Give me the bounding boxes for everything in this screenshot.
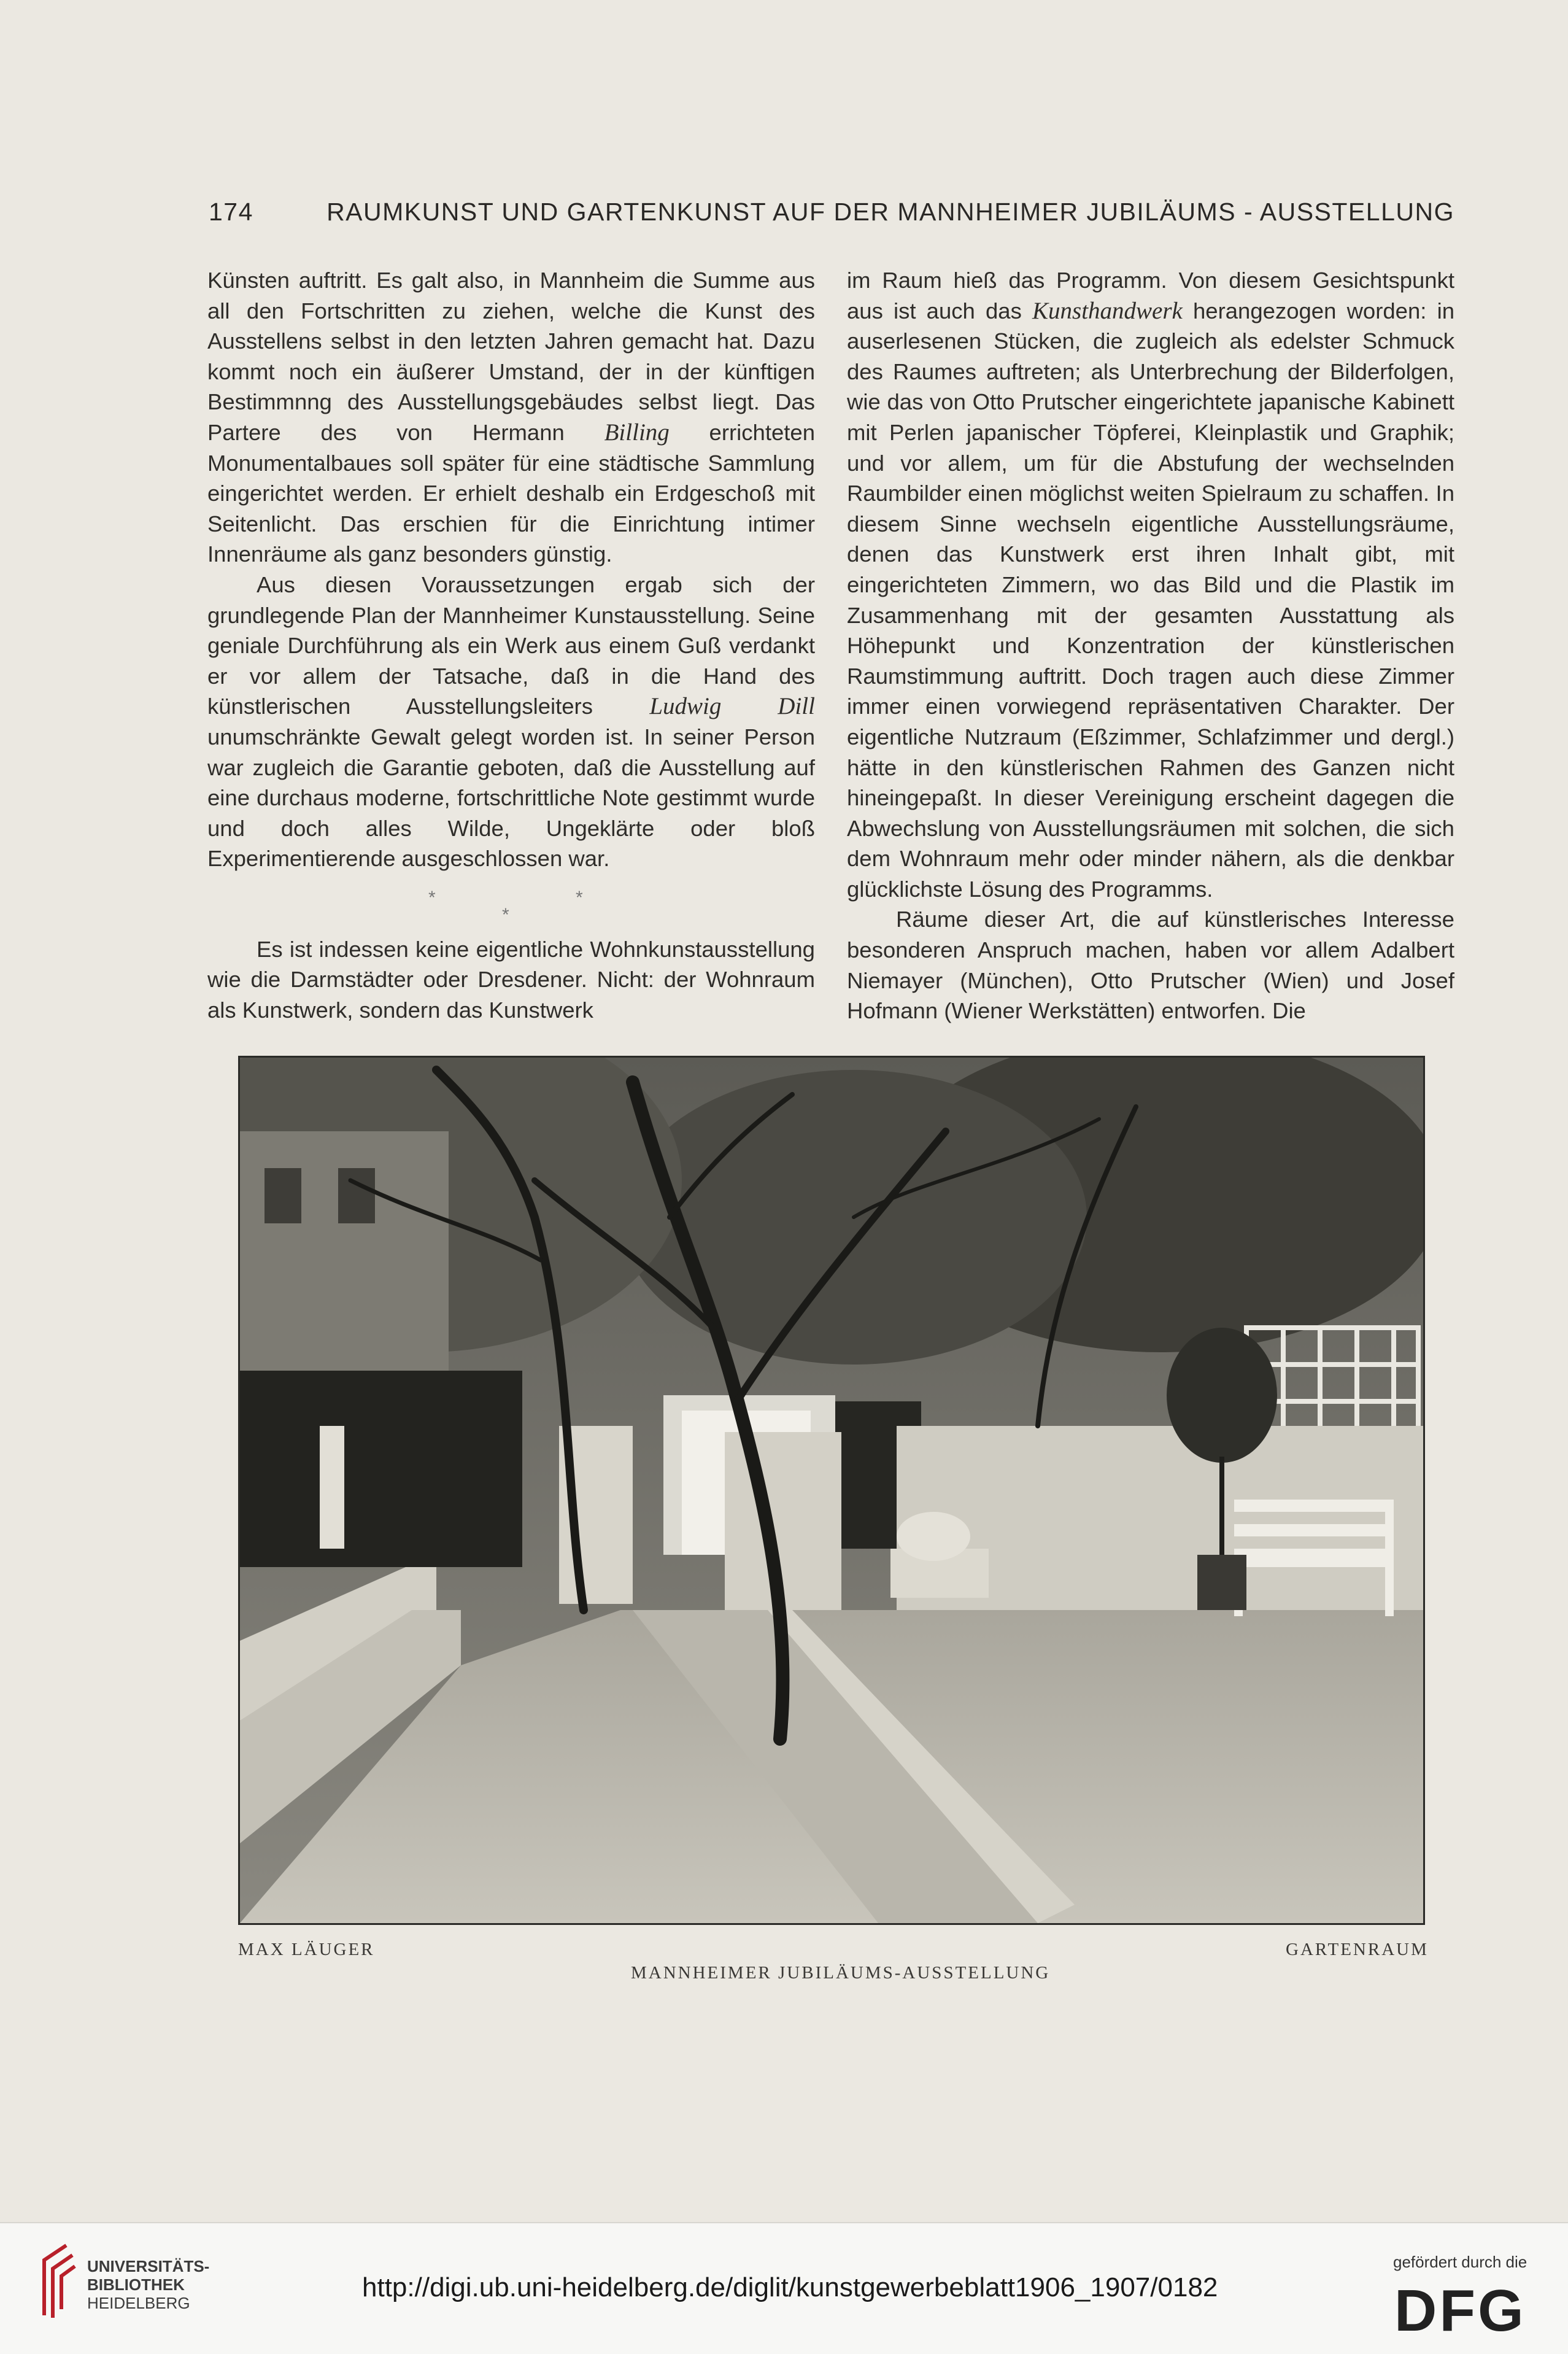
left-paragraph-3: Es ist indessen keine eigentliche Wohnkunstausstellung wie die Darmstädter oder Dresdener. Nicht: der Wohnraum als Kunstwerk, sondern das Kunstwerk: [207, 936, 815, 1023]
asterisk: *: [576, 887, 583, 908]
photo-caption-exhibition: MANNHEIMER JUBILÄUMS-AUSSTELLUNG: [631, 1963, 1051, 1983]
library-line: UNIVERSITÄTS-: [87, 2257, 210, 2275]
right-paragraph-2: Räume dieser Art, die auf künstlerisches Interesse besonderen Anspruch machen, haben vor allem Adalbert Niemayer (München), Otto Prutscher (Wien) und Josef Hofmann (Wiener Werkstätten) entworfen. Die: [847, 907, 1454, 1024]
asterisk: *: [502, 904, 509, 925]
photo-caption-artist: MAX LÄUGER: [238, 1940, 375, 1959]
italic-name: Billing: [604, 419, 670, 446]
asterisk: *: [428, 887, 436, 908]
text-run: im Raum hieß das Programm. Von diesem Gesichtspunkt aus ist auch das: [847, 268, 1454, 323]
garden-room-photograph: [238, 1056, 1425, 1925]
text-run: unumschränkte Gewalt gelegt worden ist. In seiner Person war zugleich die Garantie geboten, daß die Ausstellung auf eine durchaus moderne, fortschrittliche Note gestimmt wurde und doch alles Wilde, Ungeklärte oder bloß Experimentierende ausgeschlossen war.: [207, 724, 815, 872]
right-column: [847, 265, 1454, 1026]
text-run: Aus diesen Voraussetzungen ergab sich der grundlegende Plan der Mannheimer Kunstausstellung. Seine geniale Durchführung als ein Werk aus einem Guß verdankt er vor allem der Tatsache, daß in die Hand des künstlerischen Ausstellungsleiters: [207, 571, 815, 719]
left-paragraph-2: [207, 570, 815, 874]
text-run: Künsten auftritt. Es galt also, in Mannheim die Summe aus all den Fortschritten zu ziehen, welche die Kunst des Ausstellens selbst in den letzten Jahren gemacht hat. Dazu kommt noch ein äußerer Umstand, der in der künftigen Bestimmnng des Ausstellungsgebäudes selbst liegt. Das Partere des von Hermann: [207, 268, 815, 445]
library-line: BIBLIOTHEK: [87, 2275, 185, 2294]
left-column: [207, 265, 815, 1026]
university-library-logo-icon: [36, 2242, 79, 2321]
digitization-url-link[interactable]: http://digi.ub.uni-heidelberg.de/diglit/kunstgewerbeblatt1906_1907/0182: [362, 2272, 1218, 2302]
university-library-name: [87, 2257, 209, 2312]
left-paragraph-1: [207, 265, 815, 570]
italic-name: Ludwig Dill: [649, 693, 815, 720]
right-paragraph-1: [847, 265, 1454, 904]
running-header: [209, 198, 1454, 226]
italic-term: Kunsthandwerk: [1032, 297, 1183, 324]
text-run: herangezogen worden: in auserlesenen Stücken, die zugleich als edelster Schmuck des Raumes auftreten; als Unterbrechung der Bilderfolgen, wie das von Otto Prutscher eingerichtete japanische Kabinett mit Perlen japanischer Töpferei, Kleinplastik und Graphik; und vor allem, um für die Abstufung der wechselnden Raumbilder einen möglichst weiten Spielraum zu schaffen. In diesem Sinne wechseln eigentliche Ausstellungsräume, denen das Kunstwerk erst ihren Inhalt gibt, mit eingerichteten Zimmern, wo das Bild und die Plastik im Zusammenhang mit der gesamten Ausstattung als Höhepunkt und Konzentration der künstlerischen Raumstimmung auftritt. Doch tragen auch diese Zimmer immer einen vorwiegend repräsentativen Charakter. Der eigentliche Nutzraum (Eßzimmer, Schlafzimmer und dergl.) hätte in den künstlerischen Rahmen des Ganzen nicht hineingepaßt. In dieser Vereinigung erscheint dagegen die Abwechslung von Ausstellungsräumen mit solchen, die sich dem Wohnraum mehr oder minder nähern, als die denkbar glücklichste Lösung des Programms.: [847, 298, 1454, 902]
funding-caption: gefördert durch die: [1393, 2253, 1527, 2271]
section-divider-asterisks: [207, 874, 815, 934]
digitization-footer: [0, 2222, 1568, 2354]
text-run: errichteten Monumentalbaues soll später für eine städtische Sammlung eingerichtet werden. Er erhielt deshalb ein Erdgeschoß mit Seitenlicht. Das erschien für die Einrichtung intimer Innenräume als ganz besonders günstig.: [207, 419, 816, 567]
photo-illustration: [240, 1058, 1423, 1923]
library-line: HEIDELBERG: [87, 2294, 190, 2312]
dfg-logo: DFG: [1394, 2278, 1526, 2344]
running-title: RAUMKUNST UND GARTENKUNST AUF DER MANNHEIMER JUBILÄUMS - AUSSTELLUNG: [326, 198, 1454, 226]
page-number: 174: [209, 198, 253, 226]
photo-caption-title: GARTENRAUM: [1286, 1940, 1429, 1959]
